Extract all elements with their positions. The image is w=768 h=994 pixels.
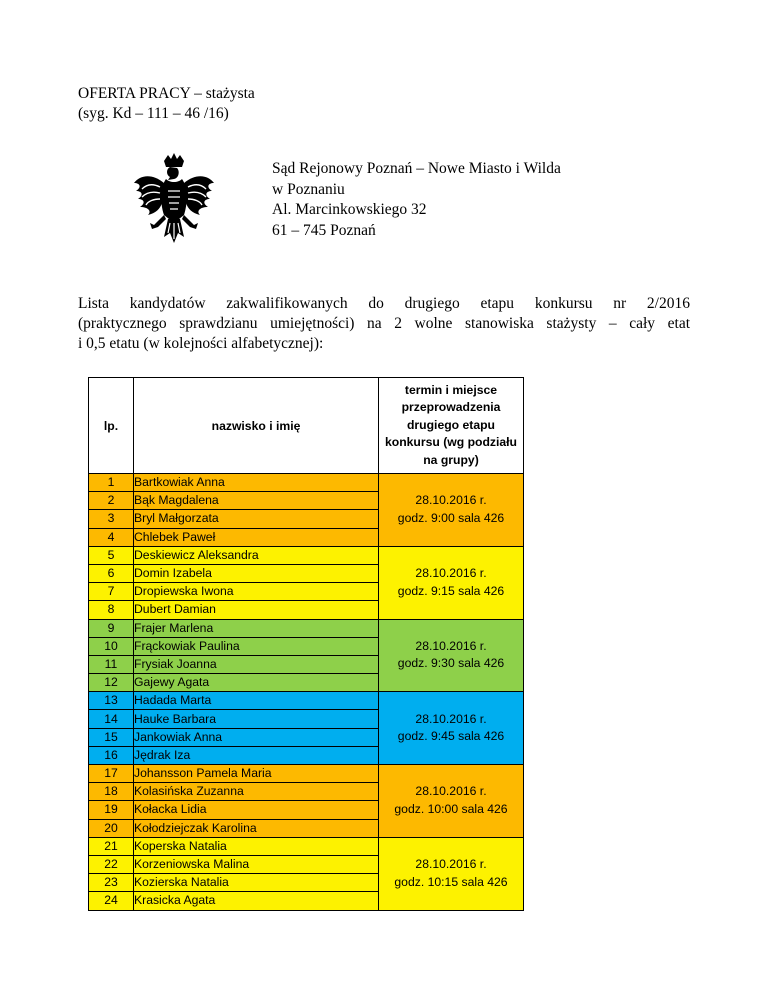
candidate-name: Jankowiak Anna [134,728,379,746]
row-number: 8 [89,601,134,619]
row-number: 3 [89,510,134,528]
candidate-name: Dubert Damian [134,601,379,619]
candidate-name: Johansson Pamela Maria [134,765,379,783]
group-date: 28.10.2016 r. [415,784,487,799]
group-date: 28.10.2016 r. [415,638,487,653]
candidate-name: Bartkowiak Anna [134,474,379,492]
group-time: godz. 9:45 sala 426 [397,729,505,744]
table-row [89,474,524,492]
header-lp: lp. [89,378,134,474]
candidate-name: Deskiewicz Aleksandra [134,546,379,564]
candidate-name: Bąk Magdalena [134,492,379,510]
table-row [89,837,524,855]
court-street: Al. Marcinkowskiego 32 [272,201,427,218]
row-number: 9 [89,619,134,637]
candidate-name: Kolasińska Zuzanna [134,783,379,801]
row-number: 21 [89,837,134,855]
polish-eagle-emblem-icon [130,153,218,251]
group-time: godz. 9:00 sala 426 [397,510,505,525]
table-row [89,765,524,783]
candidate-name: Koperska Natalia [134,837,379,855]
candidate-name: Chlebek Paweł [134,528,379,546]
group-time: godz. 10:00 sala 426 [394,801,508,816]
group-time: godz. 9:30 sala 426 [397,656,505,671]
candidates-body [89,474,524,911]
candidate-name: Kołacka Lidia [134,801,379,819]
table-row [89,546,524,564]
header-name: nazwisko i imię [134,378,379,474]
group-date: 28.10.2016 r. [415,711,487,726]
row-number: 5 [89,546,134,564]
row-number: 23 [89,874,134,892]
candidates-table [88,377,524,911]
table-row [89,692,524,710]
row-number: 1 [89,474,134,492]
group-date: 28.10.2016 r. [415,566,487,581]
candidate-name: Frąckowiak Paulina [134,637,379,655]
candidate-name: Frysiak Joanna [134,655,379,673]
candidate-name: Hauke Barbara [134,710,379,728]
row-number: 24 [89,892,134,910]
group-schedule [379,837,524,910]
candidate-name: Krasicka Agata [134,892,379,910]
group-schedule [379,692,524,765]
candidate-name: Hadada Marta [134,692,379,710]
offer-header [78,84,255,124]
court-address [272,159,561,241]
court-name: Sąd Rejonowy Poznań – Nowe Miasto i Wilda [272,160,561,177]
table-header-row [89,378,524,474]
court-postal: 61 – 745 Poznań [272,221,376,239]
candidate-name: Domin Izabela [134,564,379,582]
group-date: 28.10.2016 r. [415,857,487,872]
candidate-name: Kołodziejczak Karolina [134,819,379,837]
row-number: 20 [89,819,134,837]
table-row [89,619,524,637]
row-number: 14 [89,710,134,728]
row-number: 2 [89,492,134,510]
row-number: 10 [89,637,134,655]
intro-paragraph [78,294,690,354]
group-schedule [379,765,524,838]
row-number: 13 [89,692,134,710]
group-schedule [379,619,524,692]
intro-line: (praktycznego sprawdzianu umiejętności) na 2 wolne stanowiska stażysty – cały etat [78,315,690,332]
row-number: 18 [89,783,134,801]
candidate-name: Bryl Małgorzata [134,510,379,528]
candidate-name: Korzeniowska Malina [134,855,379,873]
intro-line: Lista kandydatów zakwalifikowanych do drugiego etapu konkursu nr 2/2016 [78,295,690,312]
court-city: w Poznaniu [272,180,345,198]
row-number: 16 [89,746,134,764]
offer-title: OFERTA PRACY – stażysta [78,85,255,102]
group-schedule [379,474,524,547]
row-number: 4 [89,528,134,546]
candidate-name: Kozierska Natalia [134,874,379,892]
candidate-name: Dropiewska Iwona [134,583,379,601]
row-number: 7 [89,583,134,601]
row-number: 11 [89,655,134,673]
group-date: 28.10.2016 r. [415,493,487,508]
candidate-name: Gajewy Agata [134,674,379,692]
row-number: 17 [89,765,134,783]
offer-signature: (syg. Kd – 111 – 46 /16) [78,105,229,122]
row-number: 6 [89,564,134,582]
row-number: 12 [89,674,134,692]
candidate-name: Jędrak Iza [134,746,379,764]
candidate-name: Frajer Marlena [134,619,379,637]
intro-line: i 0,5 etatu (w kolejności alfabetycznej): [78,335,324,352]
group-time: godz. 10:15 sala 426 [394,874,508,889]
row-number: 19 [89,801,134,819]
header-termin: termin i miejsce przeprowadzenia drugiego etapu konkursu (wg podziału na grupy) [379,378,524,474]
row-number: 15 [89,728,134,746]
group-schedule [379,546,524,619]
row-number: 22 [89,855,134,873]
group-time: godz. 9:15 sala 426 [397,583,505,598]
